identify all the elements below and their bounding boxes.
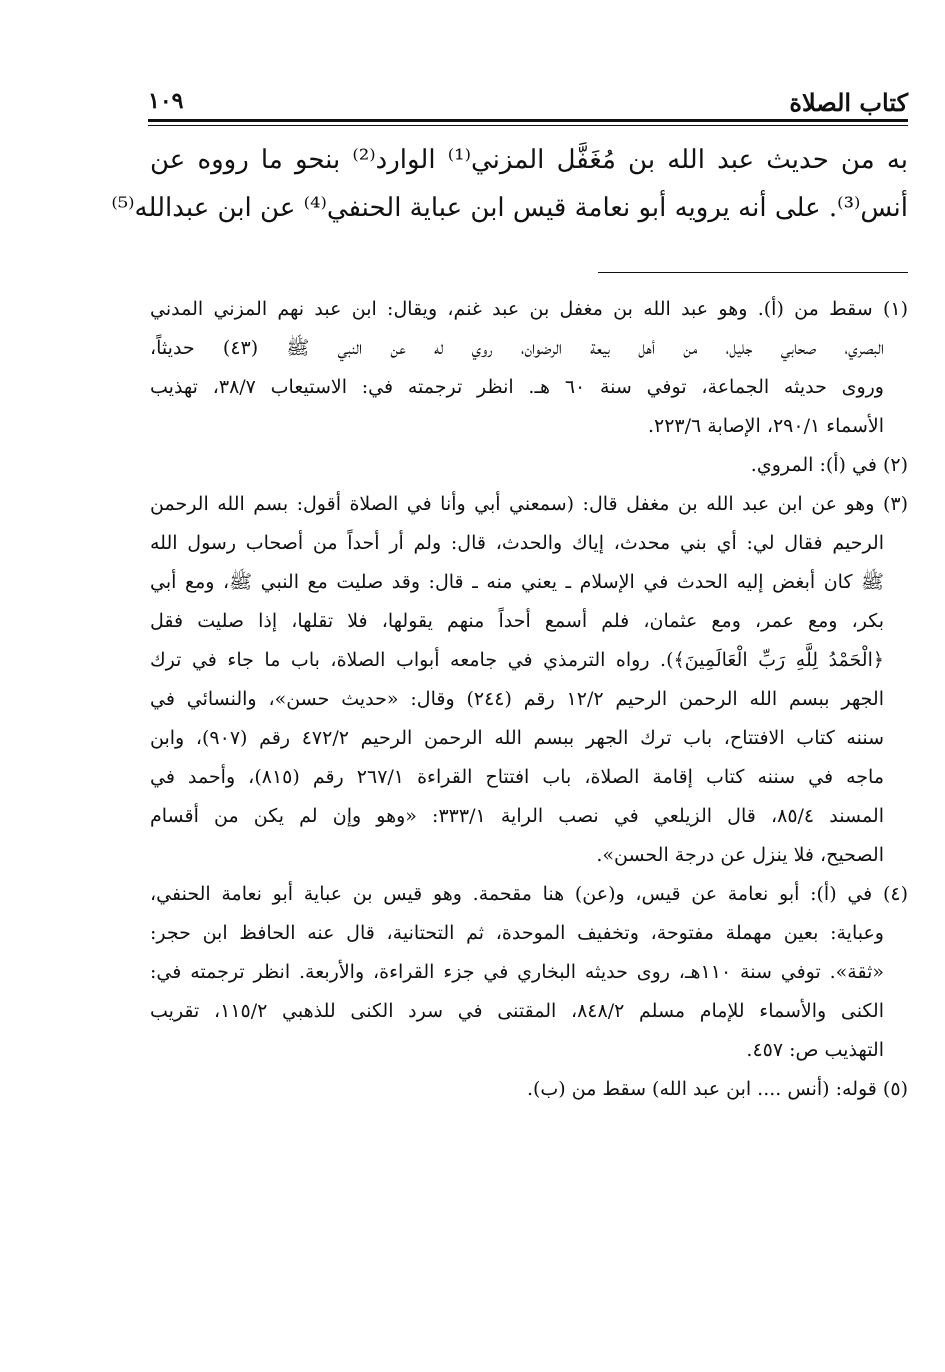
chapter-title: كتاب الصلاة [789,88,908,117]
footnote-line: (١) سقط من (أ). وهو عبد الله بن مغفل بن عبد غنم، ويقال: ابن عبد نهم المزني المدني [150,298,908,320]
footnote-line: الرحيم فقال لي: أي بني محدث، إياك والحدث، قال: ولم أر أحداً من أصحاب رسول الله [150,532,884,554]
footnote-2 [150,446,908,485]
footnote-line: الأسماء ٢٩٠/١، الإصابة ٢٢٣/٦. [647,415,884,437]
page-number: ١٠٩ [148,88,184,114]
footnote-line: (٢) في (أ): المروي. [750,454,908,476]
page-header [148,88,908,118]
footnote-separator [598,272,908,273]
footnote-4 [150,875,908,1070]
main-text [111,136,909,232]
footnote-line: بكر، ومع عمر، ومع عثمان، فلم أسمع أحداً منهم يقولها، فلا تقلها، إذا صليت فقل [150,610,884,632]
footnote-line: الصحيح، فلا ينزل عن درجة الحسن». [596,844,884,866]
footnotes [150,290,908,1109]
main-text-line: أنس⁽³⁾. على أنه يرويه أبو نعامة قيس ابن عباية الحنفي⁽⁴⁾ عن ابن عبدالله⁽⁵⁾ [111,193,908,223]
footnote-line: وروى حديثه الجماعة، توفي سنة ٦٠ هـ. انظر ترجمته في: الاستيعاب ٣٨/٧، تهذيب [150,376,884,398]
footnote-line: ﷺ كان أبغض إليه الحدث في الإسلام ـ يعني منه ـ قال: وقد صليت مع النبي ﷺ، ومع أبي [150,571,884,593]
footnote-line: سننه كتاب الافتتاح، باب ترك الجهر ببسم الله الرحمن الرحيم ٤٧٢/٢ رقم (٩٠٧)، وابن [150,727,884,749]
footnote-1 [150,290,908,446]
header-rule-thin [148,125,908,126]
footnote-line: الجهر ببسم الله الرحمن الرحيم ١٢/٢ رقم (٢٤٤) وقال: «حديث حسن»، والنسائي في [150,688,884,710]
footnote-line: (٣) وهو عن ابن عبد الله بن مغفل قال: (سمعني أبي وأنا في الصلاة أقول: بسم الله الرحمن [150,493,908,515]
footnote-line: المسند ٨٥/٤، قال الزيلعي في نصب الراية ٣٣٣/١: «وهو وإن لم يكن من أقسام [150,805,885,827]
main-text-line: به من حديث عبد الله بن مُغَفَّل المزني⁽¹⁾ الوارد⁽²⁾ بنحو ما رووه عن [150,145,909,175]
footnote-line: (٥) قوله: (أنس .... ابن عبد الله) سقط من (ب). [526,1078,908,1100]
footnote-line: «ثقة». توفي سنة ١١٠هـ، روى حديثه البخاري في جزء القراءة، والأربعة. انظر ترجمته في: [150,961,884,983]
footnote-line: البصري، صحابي جليل، من أهل بيعة الرضوان، روي له عن النبي ﷺ (٤٣) حديثاً، [150,337,884,359]
footnote-line: الكنى والأسماء للإمام مسلم ٨٤٨/٢، المقتنى في سرد الكنى للذهبي ١١٥/٢، تقريب [150,1000,884,1022]
footnote-3 [150,485,908,875]
footnote-line: ماجه في سننه كتاب إقامة الصلاة، باب افتتاح القراءة ٢٦٧/١ رقم (٨١٥)، وأحمد في [150,766,884,788]
footnote-line: ﴿الْحَمْدُ لِلَّهِ رَبِّ الْعَالَمِينَ﴾). رواه الترمذي في جامعه أبواب الصلاة، باب ما جاء في ترك [150,649,884,671]
footnote-5 [150,1070,908,1109]
header-rule-thick [148,119,908,122]
footnote-line: التهذيب ص: ٤٥٧. [746,1039,884,1061]
footnote-line: وعباية: بعين مهملة مفتوحة، وتخفيف الموحدة، ثم التحتانية، قال عنه الحافظ ابن حجر: [150,922,884,944]
footnote-line: (٤) في (أ): أبو نعامة عن قيس، و(عن) هنا مقحمة. وهو قيس بن عباية أبو نعامة الحنفي، [150,883,908,905]
